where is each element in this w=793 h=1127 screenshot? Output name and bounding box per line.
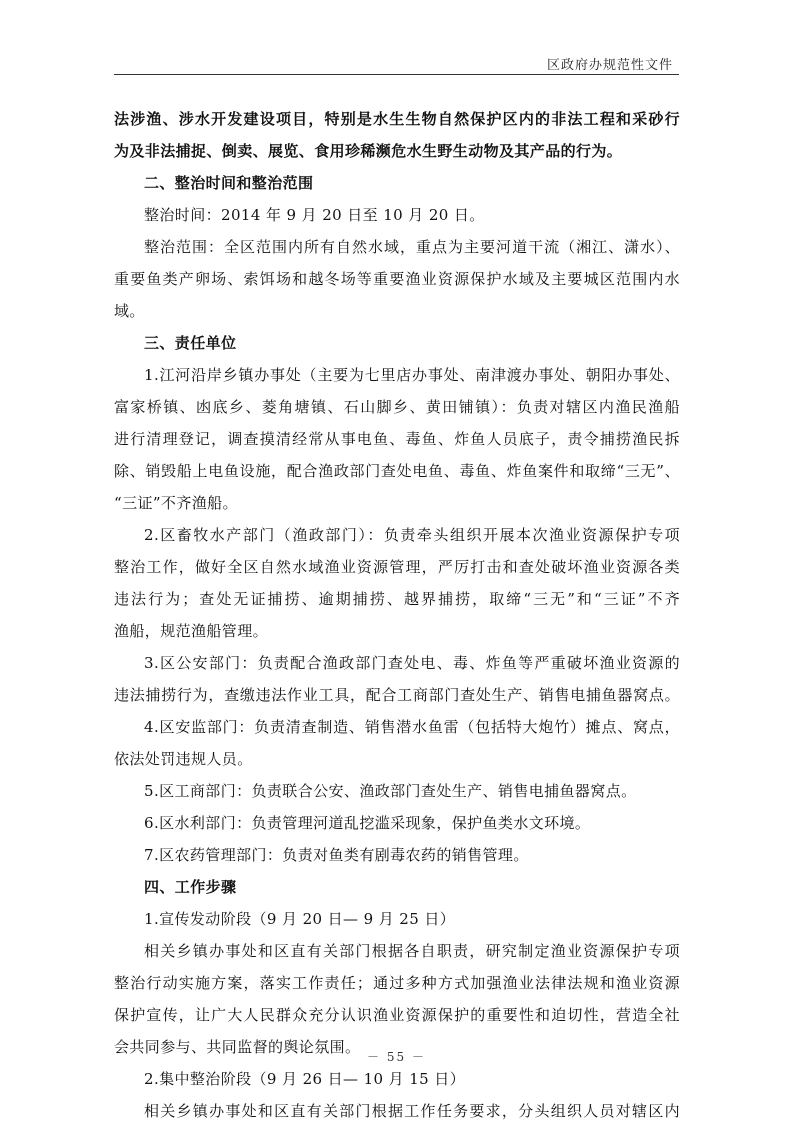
page-number: － 55 － bbox=[367, 1050, 426, 1064]
body-text-line: 整治时间：2014 年 9 月 20 日至 10 月 20 日。 bbox=[144, 206, 485, 224]
section-heading-line: 法涉渔、涉水开发建设项目，特别是水生生物自然保护区内的非法工程和采砂行 bbox=[114, 110, 680, 128]
document-body bbox=[114, 103, 680, 1127]
body-text-line: 1.江河沿岸乡镇办事处（主要为七里店办事处、南津渡办事处、朝阳办事处、 bbox=[144, 366, 680, 384]
body-text-line: 域。 bbox=[114, 302, 145, 320]
header-doc-type: 区政府办规范性文件 bbox=[546, 58, 673, 73]
body-text-line: 7.区农药管理部门：负责对鱼类有剧毒农药的销售管理。 bbox=[144, 846, 529, 864]
body-text-line: 4.区安监部门：负责清查制造、销售潜水鱼雷（包括特大炮竹）摊点、窝点， bbox=[144, 718, 680, 736]
section-heading-line: 三、责任单位 bbox=[144, 334, 237, 352]
section-heading-line: 为及非法捕捉、倒卖、展览、食用珍稀濒危水生野生动物及其产品的行为。 bbox=[114, 142, 623, 160]
body-text-line: 相关乡镇办事处和区直有关部门根据各自职责，研究制定渔业资源保护专项 bbox=[144, 942, 680, 960]
body-text-line: 渔船，规范渔船管理。 bbox=[114, 622, 269, 640]
body-text-line: 整治行动实施方案，落实工作责任；通过多种方式加强渔业法律法规和渔业资源 bbox=[114, 974, 680, 992]
body-text-line: 3.区公安部门：负责配合渔政部门查处电、毒、炸鱼等严重破坏渔业资源的 bbox=[144, 654, 680, 672]
page-header bbox=[114, 52, 679, 75]
body-text-line: 2.区畜牧水产部门（渔政部门）：负责牵头组织开展本次渔业资源保护专项 bbox=[144, 526, 680, 544]
body-text-line: 整治工作，做好全区自然水域渔业资源管理，严厉打击和查处破坏渔业资源各类 bbox=[114, 558, 680, 576]
body-text-line: 5.区工商部门：负责联合公安、渔政部门查处生产、销售电捕鱼器窝点。 bbox=[144, 782, 637, 800]
section-heading-line: 二、整治时间和整治范围 bbox=[144, 174, 314, 192]
body-text-line: 1.宣传发动阶段（9 月 20 日— 9 月 25 日） bbox=[144, 910, 456, 928]
body-text-line: 重要鱼类产卵场、索饵场和越冬场等重要渔业资源保护水域及主要城区范围内水 bbox=[114, 270, 680, 288]
body-text-line: 除、销毁船上电鱼设施，配合渔政部门查处电鱼、毒鱼、炸鱼案件和取缔“三无”、 bbox=[114, 462, 680, 480]
section-heading-line: 四、工作步骤 bbox=[144, 878, 237, 896]
body-text-line: 2.集中整治阶段（9 月 26 日— 10 月 15 日） bbox=[144, 1070, 466, 1088]
body-text-line: 进行清理登记，调查摸清经常从事电鱼、毒鱼、炸鱼人员底子，责令捕捞渔民拆 bbox=[114, 430, 680, 448]
body-text-line: “三证”不齐渔船。 bbox=[114, 494, 238, 512]
body-text-line: 保护宣传，让广大人民群众充分认识渔业资源保护的重要性和迫切性，营造全社 bbox=[114, 1006, 680, 1024]
body-text-line: 整治范围：全区范围内所有自然水域，重点为主要河道干流（湘江、潇水）、 bbox=[144, 238, 680, 256]
body-text-line: 违法行为；查处无证捕捞、逾期捕捞、越界捕捞，取缔“三无”和“三证”不齐 bbox=[114, 590, 680, 608]
body-text-line: 依法处罚违规人员。 bbox=[114, 750, 253, 768]
body-text-line: 违法捕捞行为，查缴违法作业工具，配合工商部门查处生产、销售电捕鱼器窝点。 bbox=[114, 686, 680, 704]
body-text-line: 富家桥镇、凼底乡、菱角塘镇、石山脚乡、黄田铺镇）：负责对辖区内渔民渔船 bbox=[114, 398, 680, 416]
body-text-line: 相关乡镇办事处和区直有关部门根据工作任务要求，分头组织人员对辖区内 bbox=[144, 1102, 680, 1120]
body-text-line: 会共同参与、共同监督的舆论氛围。 bbox=[114, 1038, 361, 1056]
body-text-line: 6.区水利部门：负责管理河道乱挖滥采现象，保护鱼类水文环境。 bbox=[144, 814, 591, 832]
